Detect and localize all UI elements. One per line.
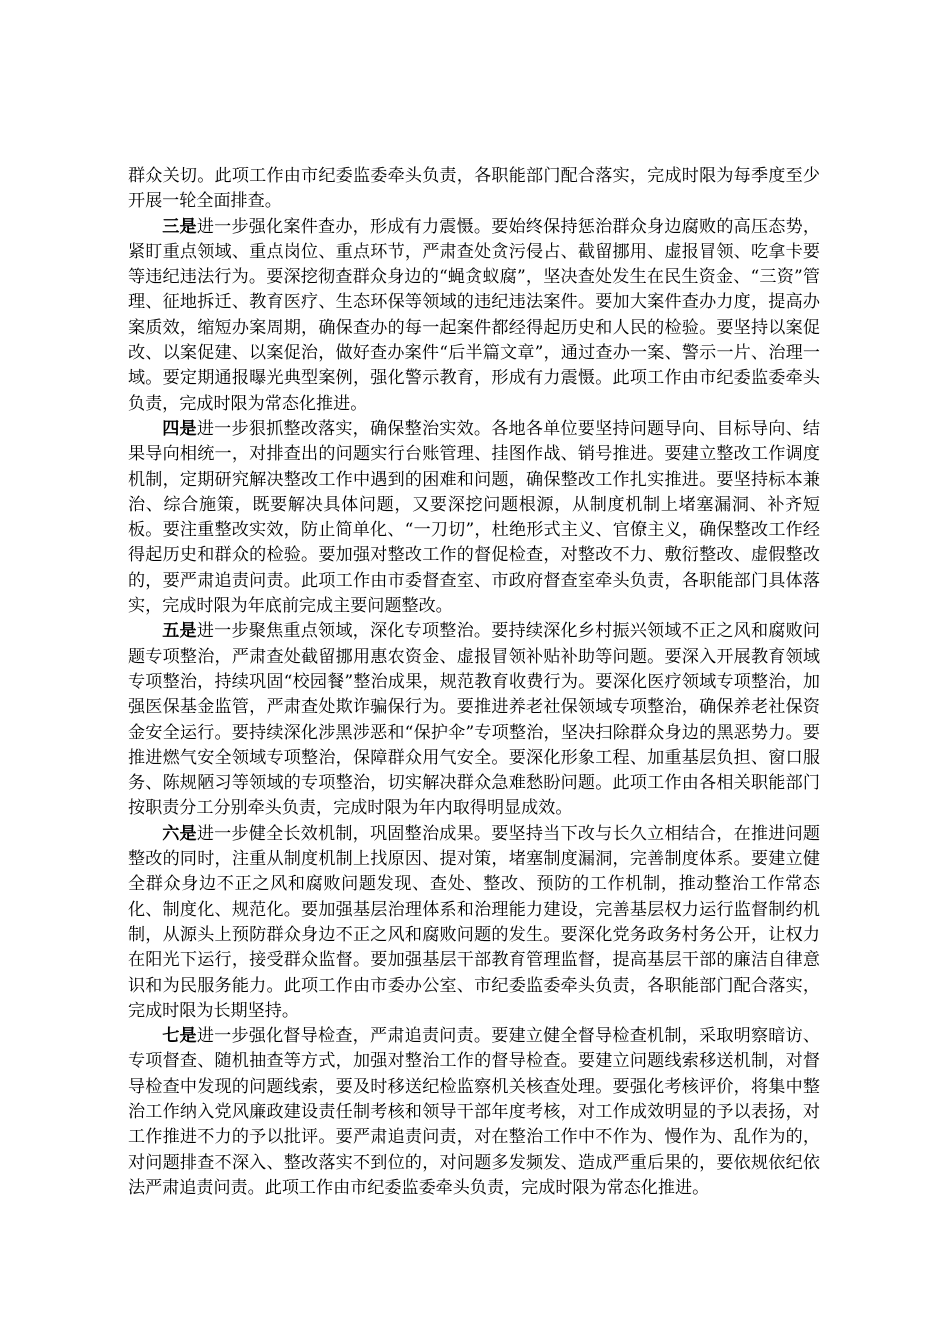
document-body <box>128 164 820 1201</box>
paragraph-lead: 五是 <box>162 621 197 642</box>
paragraph-text: 进一步强化督导检查，严肃追责问责。要建立健全督导检查机制，采取明察暗访、专项督查、随机抽查等方式，加强对整治工作的督导检查。要建立问题线索移送机制，对督导检查中发现的问题线索，要及时移送纪检监察机关核查处理。要强化考核评价，将集中整治工作纳入党风廉政建设责任制考核和领导干部年度考核，对工作成效明显的予以表扬，对工作推进不力的予以批评。要严肃追责问责，对在整治工作中不作为、慢作为、乱作为的，对问题排查不深入、整改落实不到位的，对问题多发频发、造成严重后果的，要依规依纪依法严肃追责问责。此项工作由市纪委监委牵头负责，完成时限为常态化推进。 <box>128 1026 821 1198</box>
paragraph-text: 群众关切。此项工作由市纪委监委牵头负责，各职能部门配合落实，完成时限为每季度至少开展一轮全面排查。 <box>128 166 820 212</box>
paragraph-item-5 <box>128 619 820 821</box>
paragraph-text: 进一步狠抓整改落实，确保整治实效。各地各单位要坚持问题导向、目标导向、结果导向相统一，对排查出的问题实行台账管理、挂图作战、销号推进。要建立整改工作调度机制，定期研究解决整改工作中遇到的困难和问题，确保整改工作扎实推进。要坚持标本兼治、综合施策，既要解决具体问题，又要深挖问题根源，从制度机制上堵塞漏洞、补齐短板。要注重整改实效，防止简单化、“一刀切”，杜绝形式主义、官僚主义，确保整改工作经得起历史和群众的检验。要加强对整改工作的督促检查，对整改不力、敷衍整改、虚假整改的，要严肃追责问责。此项工作由市委督查室、市政府督查室牵头负责，各职能部门具体落实，完成时限为年底前完成主要问题整改。 <box>128 418 821 617</box>
paragraph-lead: 三是 <box>162 216 197 237</box>
paragraph-continuation <box>128 164 820 215</box>
paragraph-lead: 七是 <box>162 1026 197 1047</box>
paragraph-text: 进一步聚焦重点领域，深化专项整治。要持续深化乡村振兴领域不正之风和腐败问题专项整治，严肃查处截留挪用惠农资金、虚报冒领补贴补助等问题。要深入开展教育领域专项整治，持续巩固“校园餐”整治成果，规范教育收费行为。要深化医疗领域专项整治，加强医保基金监管，严肃查处欺诈骗保行为。要推进养老社保领域专项整治，确保养老社保资金安全运行。要持续深化涉黑涉恶和“保护伞”专项整治，坚决扫除群众身边的黑恶势力。要推进燃气安全领域专项整治，保障群众用气安全。要深化形象工程、加重基层负担、窗口服务、陈规陋习等领域的专项整治，切实解决群众急难愁盼问题。此项工作由各相关职能部门按职责分工分别牵头负责，完成时限为年内取得明显成效。 <box>128 621 821 819</box>
paragraph-item-3 <box>128 215 820 417</box>
paragraph-lead: 六是 <box>162 823 197 844</box>
paragraph-item-4 <box>128 417 820 619</box>
paragraph-lead: 四是 <box>162 418 197 439</box>
paragraph-text: 进一步健全长效机制，巩固整治成果。要坚持当下改与长久立相结合，在推进问题整改的同时，注重从制度机制上找原因、提对策，堵塞制度漏洞，完善制度体系。要建立健全群众身边不正之风和腐败问题发现、查处、整改、预防的工作机制，推动整治工作常态化、制度化、规范化。要加强基层治理体系和治理能力建设，完善基层权力运行监督制约机制，从源头上预防群众身边不正之风和腐败问题的发生。要深化党务政务村务公开，让权力在阳光下运行，接受群众监督。要加强基层干部教育管理监督，提高基层干部的廉洁自律意识和为民服务能力。此项工作由市委办公室、市纪委监委牵头负责，各职能部门配合落实，完成时限为长期坚持。 <box>128 823 821 1021</box>
paragraph-item-6 <box>128 822 820 1024</box>
paragraph-item-7 <box>128 1024 820 1201</box>
paragraph-text: 进一步强化案件查办，形成有力震慑。要始终保持惩治群众身边腐败的高压态势，紧盯重点领域、重点岗位、重点环节，严肃查处贪污侵占、截留挪用、虚报冒领、吃拿卡要等违纪违法行为。要深挖彻查群众身边的“蝇贪蚁腐”，坚决查处发生在民生资金、“三资”管理、征地拆迁、教育医疗、生态环保等领域的违纪违法案件。要加大案件查办力度，提高办案质效，缩短办案周期，确保查办的每一起案件都经得起历史和人民的检验。要坚持以案促改、以案促建、以案促治，做好查办案件“后半篇文章”，通过查办一案、警示一片、治理一域。要定期通报曝光典型案例，强化警示教育，形成有力震慑。此项工作由市纪委监委牵头负责，完成时限为常态化推进。 <box>128 216 821 414</box>
